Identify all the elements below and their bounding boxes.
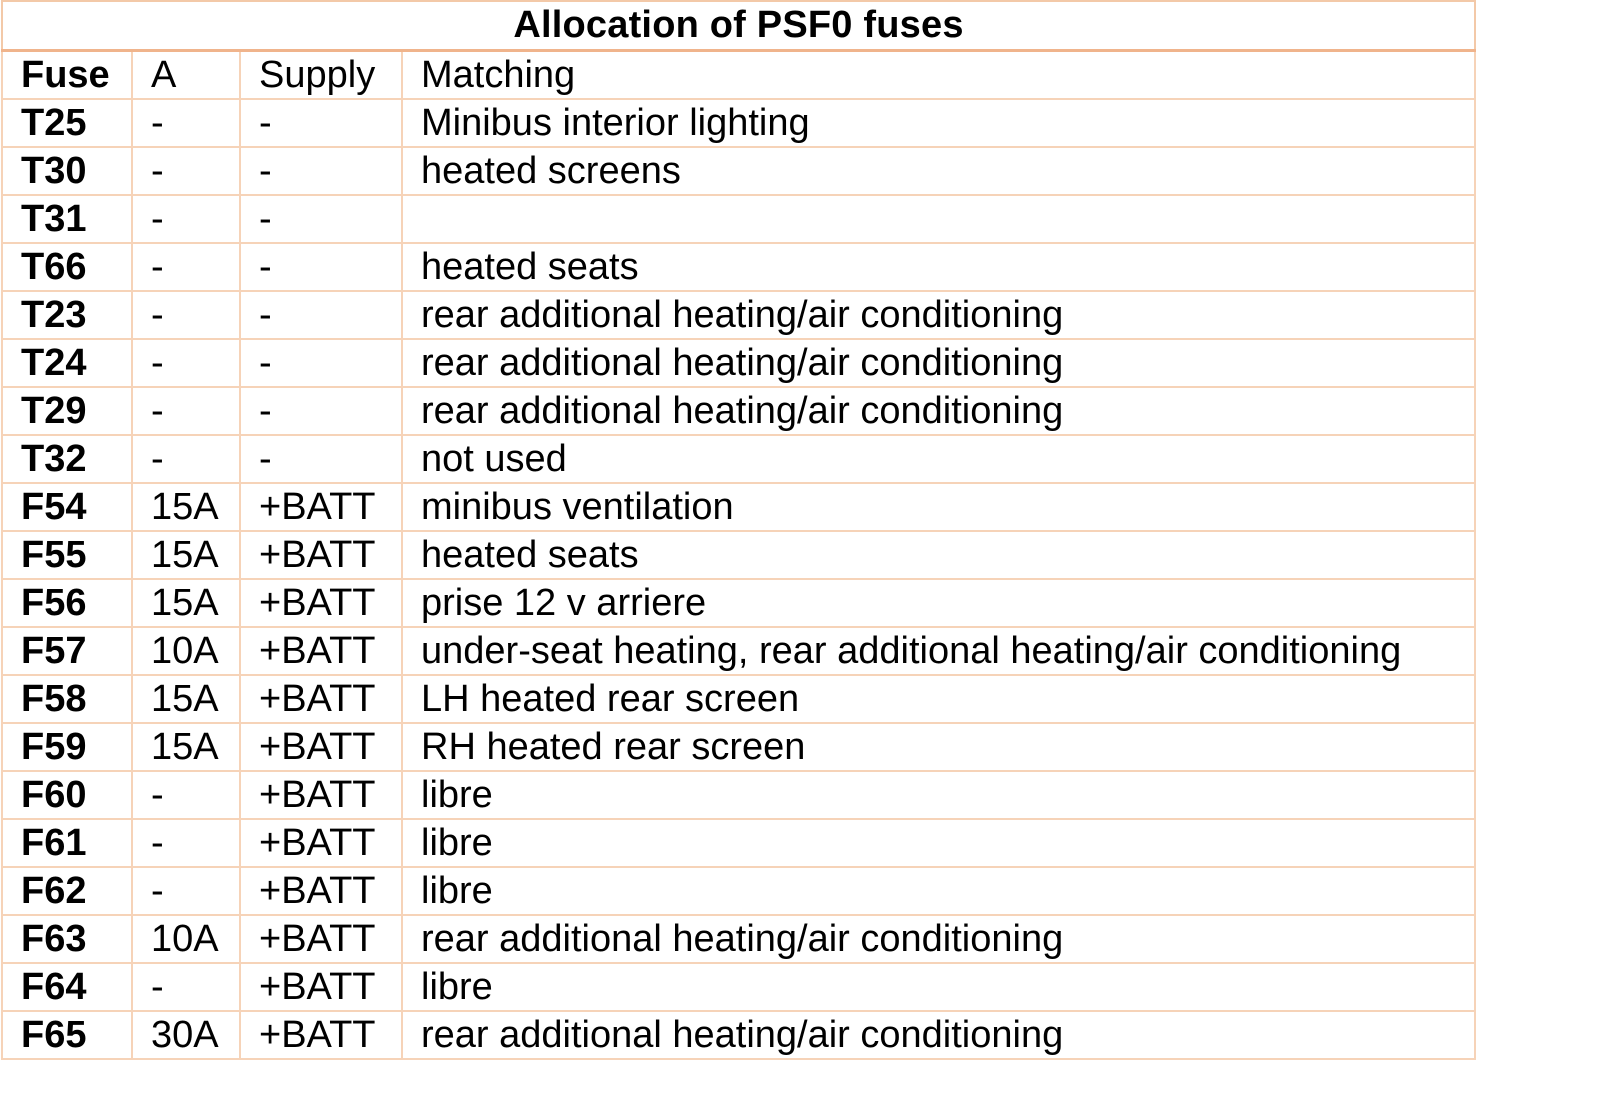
cell-fuse: F60 — [2, 771, 132, 819]
cell-supply: +BATT — [240, 963, 402, 1011]
cell-matching: LH heated rear screen — [402, 675, 1475, 723]
cell-matching: libre — [402, 771, 1475, 819]
cell-fuse: T32 — [2, 435, 132, 483]
cell-fuse: F59 — [2, 723, 132, 771]
cell-fuse: T31 — [2, 195, 132, 243]
table-body — [2, 99, 1475, 1059]
cell-supply: - — [240, 291, 402, 339]
cell-amperage: 15A — [132, 531, 240, 579]
table-row — [2, 819, 1475, 867]
header-matching: Matching — [402, 51, 1475, 100]
header-amperage: A — [132, 51, 240, 100]
cell-fuse: T23 — [2, 291, 132, 339]
cell-fuse: F64 — [2, 963, 132, 1011]
cell-matching: heated seats — [402, 243, 1475, 291]
cell-supply: - — [240, 435, 402, 483]
cell-matching: libre — [402, 867, 1475, 915]
cell-fuse: F62 — [2, 867, 132, 915]
cell-matching: prise 12 v arriere — [402, 579, 1475, 627]
cell-matching: rear additional heating/air conditioning — [402, 1011, 1475, 1059]
cell-supply: +BATT — [240, 771, 402, 819]
table-row — [2, 627, 1475, 675]
cell-fuse: F56 — [2, 579, 132, 627]
cell-supply: +BATT — [240, 531, 402, 579]
cell-amperage: 15A — [132, 723, 240, 771]
table-row — [2, 291, 1475, 339]
cell-supply: - — [240, 243, 402, 291]
table-row — [2, 147, 1475, 195]
cell-matching: rear additional heating/air conditioning — [402, 915, 1475, 963]
cell-fuse: F54 — [2, 483, 132, 531]
table-row — [2, 435, 1475, 483]
cell-fuse: F65 — [2, 1011, 132, 1059]
cell-amperage: - — [132, 963, 240, 1011]
cell-fuse: T30 — [2, 147, 132, 195]
cell-matching: libre — [402, 963, 1475, 1011]
cell-matching: Minibus interior lighting — [402, 99, 1475, 147]
cell-fuse: F58 — [2, 675, 132, 723]
table-row — [2, 675, 1475, 723]
cell-amperage: 15A — [132, 675, 240, 723]
cell-amperage: - — [132, 99, 240, 147]
cell-supply: - — [240, 99, 402, 147]
cell-supply: +BATT — [240, 1011, 402, 1059]
cell-supply: - — [240, 339, 402, 387]
cell-supply: +BATT — [240, 675, 402, 723]
cell-fuse: T25 — [2, 99, 132, 147]
cell-amperage: - — [132, 819, 240, 867]
cell-fuse: T29 — [2, 387, 132, 435]
cell-amperage: 15A — [132, 579, 240, 627]
title-row — [2, 1, 1475, 51]
cell-amperage: 10A — [132, 915, 240, 963]
cell-matching: RH heated rear screen — [402, 723, 1475, 771]
table-row — [2, 99, 1475, 147]
header-fuse: Fuse — [2, 51, 132, 100]
cell-fuse: T24 — [2, 339, 132, 387]
cell-supply: - — [240, 147, 402, 195]
fuse-table-container — [1, 0, 1474, 1060]
table-title: Allocation of PSF0 fuses — [2, 1, 1475, 51]
cell-supply: +BATT — [240, 915, 402, 963]
cell-supply: +BATT — [240, 867, 402, 915]
table-row — [2, 867, 1475, 915]
table-row — [2, 195, 1475, 243]
cell-supply: +BATT — [240, 627, 402, 675]
table-row — [2, 723, 1475, 771]
cell-fuse: F63 — [2, 915, 132, 963]
cell-fuse: F57 — [2, 627, 132, 675]
cell-amperage: 15A — [132, 483, 240, 531]
cell-matching: heated screens — [402, 147, 1475, 195]
cell-fuse: F55 — [2, 531, 132, 579]
cell-supply: +BATT — [240, 819, 402, 867]
table-row — [2, 1011, 1475, 1059]
cell-matching: minibus ventilation — [402, 483, 1475, 531]
cell-amperage: - — [132, 147, 240, 195]
cell-amperage: 10A — [132, 627, 240, 675]
cell-amperage: - — [132, 435, 240, 483]
cell-supply: - — [240, 195, 402, 243]
cell-fuse: T66 — [2, 243, 132, 291]
table-row — [2, 339, 1475, 387]
cell-matching: under-seat heating, rear additional heating/air conditioning — [402, 627, 1475, 675]
table-row — [2, 915, 1475, 963]
table-row — [2, 483, 1475, 531]
cell-amperage: - — [132, 339, 240, 387]
cell-amperage: - — [132, 771, 240, 819]
cell-amperage: - — [132, 195, 240, 243]
cell-supply: - — [240, 387, 402, 435]
cell-supply: +BATT — [240, 579, 402, 627]
cell-matching: heated seats — [402, 531, 1475, 579]
header-row — [2, 51, 1475, 100]
cell-amperage: - — [132, 291, 240, 339]
cell-amperage: - — [132, 867, 240, 915]
header-supply: Supply — [240, 51, 402, 100]
table-row — [2, 531, 1475, 579]
table-row — [2, 963, 1475, 1011]
cell-supply: +BATT — [240, 483, 402, 531]
cell-matching: not used — [402, 435, 1475, 483]
cell-matching: rear additional heating/air conditioning — [402, 339, 1475, 387]
cell-matching — [402, 195, 1475, 243]
table-row — [2, 243, 1475, 291]
cell-amperage: 30A — [132, 1011, 240, 1059]
table-row — [2, 579, 1475, 627]
cell-amperage: - — [132, 243, 240, 291]
table-row — [2, 387, 1475, 435]
cell-amperage: - — [132, 387, 240, 435]
fuse-allocation-table — [1, 0, 1476, 1060]
cell-supply: +BATT — [240, 723, 402, 771]
cell-fuse: F61 — [2, 819, 132, 867]
cell-matching: libre — [402, 819, 1475, 867]
cell-matching: rear additional heating/air conditioning — [402, 387, 1475, 435]
cell-matching: rear additional heating/air conditioning — [402, 291, 1475, 339]
table-row — [2, 771, 1475, 819]
